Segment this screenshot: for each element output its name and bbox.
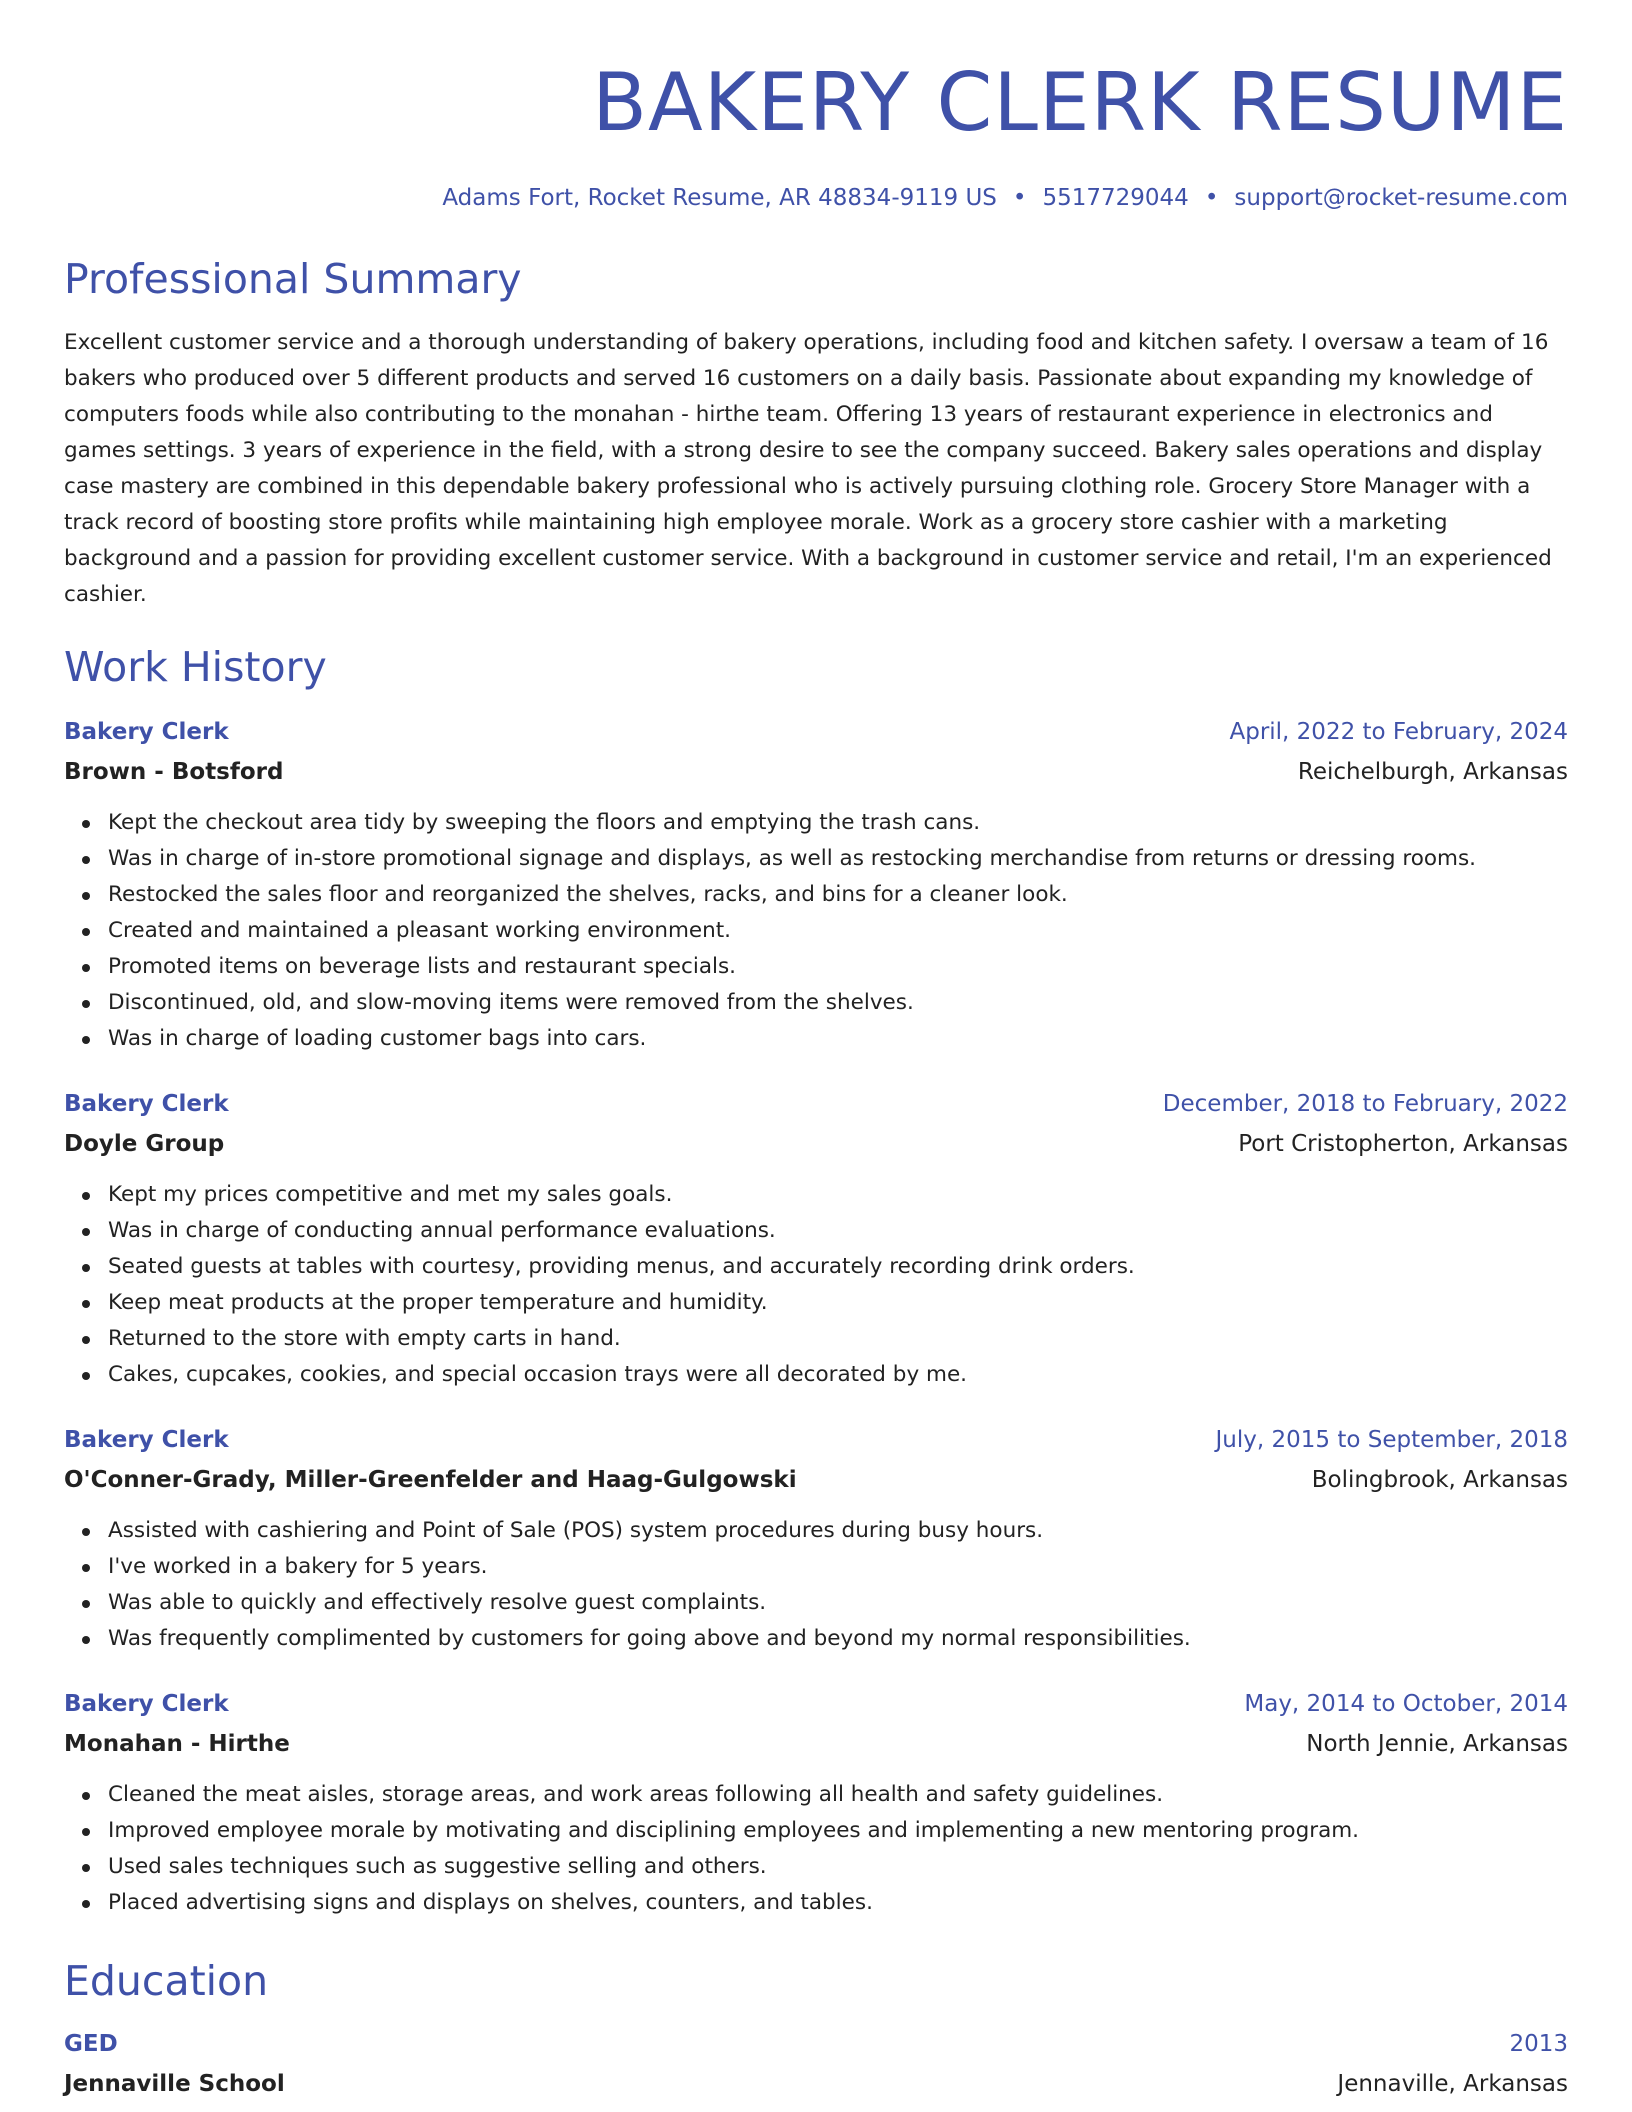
job-entry [64,1089,1568,1393]
job-bullet: Placed advertising signs and displays on shelves, counters, and tables. [108,1885,1568,1921]
job-bullet-list [64,1513,1568,1657]
job-bullet: Returned to the store with empty carts in hand. [108,1321,1568,1357]
job-title: Bakery Clerk [64,1691,229,1717]
contact-email: support@rocket-resume.com [1234,185,1568,211]
job-title: Bakery Clerk [64,1427,229,1453]
summary-heading: Professional Summary [64,255,522,303]
contact-line [64,183,1568,213]
job-title: Bakery Clerk [64,719,229,745]
job-bullet: Used sales techniques such as suggestive selling and others. [108,1849,1568,1885]
contact-phone: 5517729044 [1042,185,1189,211]
job-location: Reichelburgh, Arkansas [1297,759,1568,785]
job-bullet: Was in charge of in-store promotional signage and displays, as well as restocking merchandise from returns or dressing rooms. [108,841,1568,877]
job-bullet: Created and maintained a pleasant working environment. [108,913,1568,949]
education-heading: Education [64,1957,269,2005]
contact-separator: • [1012,185,1027,211]
job-location: Port Cristopherton, Arkansas [1238,1131,1568,1157]
job-bullet: Seated guests at tables with courtesy, providing menus, and accurately recording drink orders. [108,1249,1568,1285]
job-location: Bolingbrook, Arkansas [1311,1467,1568,1493]
job-bullet: Cleaned the meat aisles, storage areas, and work areas following all health and safety guidelines. [108,1777,1568,1813]
job-dates: May, 2014 to October, 2014 [1244,1691,1568,1717]
job-title: Bakery Clerk [64,1091,229,1117]
job-dates: April, 2022 to February, 2024 [1229,719,1568,745]
job-bullet: Was in charge of loading customer bags into cars. [108,1021,1568,1057]
job-bullet: Assisted with cashiering and Point of Sale (POS) system procedures during busy hours. [108,1513,1568,1549]
job-bullet: Improved employee morale by motivating and disciplining employees and implementing a new mentoring program. [108,1813,1568,1849]
job-dates: July, 2015 to September, 2018 [1215,1427,1568,1453]
job-company: Monahan - Hirthe [64,1731,290,1757]
resume-title: BAKERY CLERK RESUME [592,56,1568,149]
job-bullet-list [64,805,1568,1057]
job-bullet: Kept the checkout area tidy by sweeping the floors and emptying the trash cans. [108,805,1568,841]
job-bullet: Cakes, cupcakes, cookies, and special occasion trays were all decorated by me. [108,1357,1568,1393]
job-bullet-list [64,1777,1568,1921]
job-bullet: Was in charge of conducting annual performance evaluations. [108,1213,1568,1249]
job-dates: December, 2018 to February, 2022 [1162,1091,1568,1117]
job-location: North Jennie, Arkansas [1306,1731,1568,1757]
job-bullet: Restocked the sales floor and reorganized the shelves, racks, and bins for a cleaner look. [108,877,1568,913]
education-school: Jennaville School [64,2071,285,2097]
education-entry [64,2029,1568,2099]
job-company: Doyle Group [64,1131,225,1157]
job-entry [64,1689,1568,1921]
job-bullet: Kept my prices competitive and met my sales goals. [108,1177,1568,1213]
job-bullet: Promoted items on beverage lists and restaurant specials. [108,949,1568,985]
contact-separator: • [1204,185,1219,211]
job-bullet: I've worked in a bakery for 5 years. [108,1549,1568,1585]
job-bullet-list [64,1177,1568,1393]
education-degree: GED [64,2031,118,2057]
job-company: O'Conner-Grady, Miller-Greenfelder and Haag-Gulgowski [64,1467,797,1493]
education-year: 2013 [1509,2031,1568,2057]
job-entry [64,717,1568,1057]
job-bullet: Was frequently complimented by customers for going above and beyond my normal responsibilities. [108,1621,1568,1657]
job-entry [64,1425,1568,1657]
work-history-heading: Work History [64,643,327,691]
job-company: Brown - Botsford [64,759,284,785]
job-bullet: Was able to quickly and effectively resolve guest complaints. [108,1585,1568,1621]
summary-text: Excellent customer service and a thorough understanding of bakery operations, including food and kitchen safety. I oversaw a team of 16 bakers who produced over 5 different products and served 16 customers on a daily basis. Passionate about expanding my knowledge of computers foods while also contributing to the monahan - hirthe team. Offering 13 years of restaurant experience in electronics and games settings. 3 years of experience in the field, with a strong desire to see the company succeed. Bakery sales operations and display case mastery are combined in this dependable bakery professional who is actively pursuing clothing role. Grocery Store Manager with a track record of boosting store profits while maintaining high employee morale. Work as a grocery store cashier with a marketing background and a passion for providing excellent customer service. With a background in customer service and retail, I'm an experienced cashier. [64,330,1552,607]
job-bullet: Keep meat products at the proper temperature and humidity. [108,1285,1568,1321]
contact-address: Adams Fort, Rocket Resume, AR 48834-9119 US [442,185,997,211]
education-location: Jennaville, Arkansas [1337,2071,1568,2097]
job-bullet: Discontinued, old, and slow-moving items were removed from the shelves. [108,985,1568,1021]
